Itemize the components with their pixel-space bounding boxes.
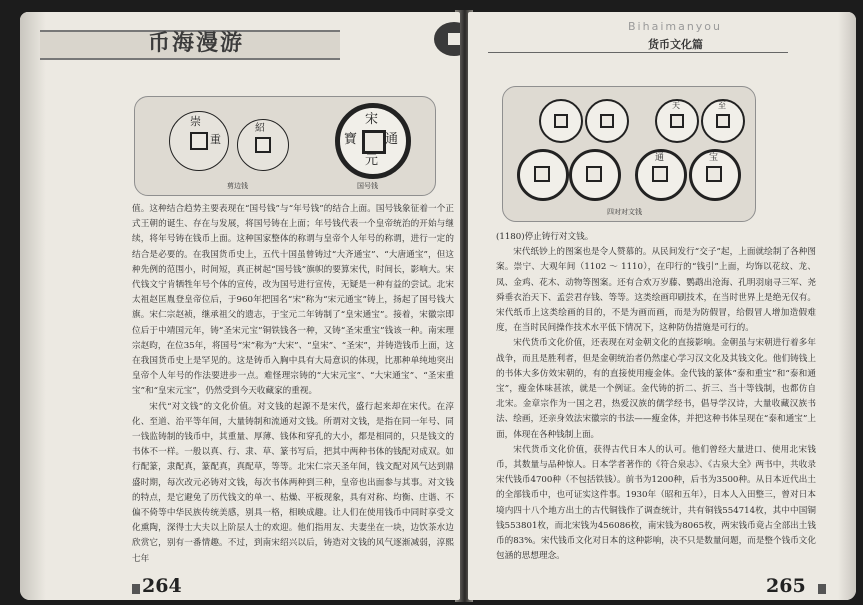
pair-coin (655, 99, 699, 143)
coin-char-left: 寶 (344, 132, 358, 147)
paragraph: 宋代纸钞上的图案也是令人赞慕的。从民间发行“交子”起，上面就绘制了各种图案。崇宁、大观年间（1102 ～ 1110），在印行的“钱引”上面，均饰以花纹、龙、凤、金鸡、花木、动物等图案。还有合欢万岁藤、鹦鹉出沧海、孔明羽扇寻三军、尧舜垂衣治天下、孟尝君存钱、等等。这类绘画印刷技术，在当时世界上是绝无仅有。宋代纸币上这类绘画的目的，不是为画而画，而是为防假冒，给假冒人增加造假难度，在当时民间操作技术水平低下情况下，这种防伪措施是可行的。 (496, 247, 816, 334)
pair-coin (585, 99, 629, 143)
figure-coins-right (502, 86, 756, 222)
coin-char-bottom: 元 (365, 153, 379, 168)
coin-char: 宝 (709, 153, 719, 163)
left-page (20, 12, 460, 600)
figure-coins-left (134, 96, 436, 196)
pair-coin (539, 99, 583, 143)
book-title: 币海漫游 (148, 30, 245, 56)
right-page (468, 12, 856, 600)
paragraph: 值。这种结合趋势主要表现在“国号钱”与“年号钱”的结合上面。国号钱象征着一个正式王朝的诞生、存在与发展，将国号铸在上面；年号钱代表一个皇帝统治的开始与继续，将年号铸在钱币上面。这种国家整体的称谓与皇帝个人年号的称谓，进行一定的结合是必要的。在我国货币史上，五代十国虽曾铸过“大齐通宝”、“大唐通宝”，但这种先例的范围小，时间短，真正树起“国号钱”旗帜的要算宋代，时间长，影响大。宋代钱文宁肯牺牲年号个体的宣传，改为国号进行宣传，无疑是一种有益的尝试。北宋太祖赵匡胤登皇帝位后，于960年把国名“宋”称为“宋元通宝”铸上，扬起了国号钱大旗。宋仁宗赵祯，继承祖父的遗志，于宝元二年铸制了“皇宋通宝”。接着，宋徽宗即位后于中靖国元年，铸“圣宋元宝”铜铁钱各一种，又铸“圣宋重宝”钱该一种。南宋理宗赵昀，在位35年，将国号“宋”称为“大宋”、“皇宋”、“圣宋”，并铸造钱币上面，这在我国货币史上是罕见的。这是铸币入胸中具有大局意识的体现，比那种单纯地突出皇帝个人年号的作法要进步一点。难怪理宗铸的“大宋元宝”、“大宋通宝”、“圣宋重宝”和“皇宋元宝”，仍然受到今天收藏家的重视。 (132, 204, 454, 397)
page-edge (20, 12, 46, 600)
coin-char-right: 通 (385, 132, 399, 147)
figure-caption-2: 国号钱 (357, 182, 378, 190)
coin-char: 至 (718, 101, 726, 110)
right-header (468, 18, 856, 62)
national-coin (335, 103, 411, 179)
figure-caption-1: 剪边钱 (227, 182, 248, 190)
figure-caption: 四对对文钱 (607, 208, 642, 216)
coin-ornament-icon (434, 22, 460, 56)
right-body-text (496, 230, 816, 564)
pair-coin (569, 149, 621, 201)
left-header (40, 20, 460, 60)
header-rule (488, 52, 788, 53)
paragraph: 宋代货币文化价值，还表现在对金朝文化的直接影响。金朝虽与宋朝进行着多年战争，而且是胜利者，但是金朝统治者仍然虚心学习汉文化及其钱文化。他们铸钱上的书体大多仿效宋朝的，有的直接使用瘦金体。金代钱的篆体“泰和重宝”和“泰和通宝”，瘦金体味甚浓，就是一个例证。金代铸的折二、折三、当十等钱制，也都仿自北宋。金章宗作为一国之君，热爱汉族的儒学经书，倡导学汉诗，大量收藏汉族书法、绘画，还亲身效法宋徽宗的书法——瘦金体，并把这种书体呈现在“泰和通宝”上面，体现在各种钱制上面。 (496, 338, 816, 440)
clipped-coin-2: 紹 (237, 119, 289, 171)
clipped-coin: 崇 重 (169, 111, 229, 171)
coin-char-top: 宋 (365, 112, 379, 127)
paragraph: (1180)停止铸行对文钱。 (496, 232, 594, 242)
pair-coin (689, 149, 741, 201)
page-number-bar (818, 584, 826, 594)
pair-coin (517, 149, 569, 201)
coin-char: 通 (655, 153, 665, 163)
pair-coin (701, 99, 745, 143)
header-brand: Bihaimanyou (628, 20, 723, 33)
section-title: 货币文化篇 (648, 38, 703, 51)
coin-char: 天 (672, 101, 680, 110)
page-edge (838, 12, 856, 600)
page-number-left: 264 (142, 575, 182, 597)
paragraph: 宋代货币文化价值，获得古代日本人的认可。他们曾经大量进口、使用北宋钱币，其数量与品种惊人。日本学者著作的《符合泉志》、《古泉大全》两书中，共收录宋代钱币4700种（不包括铁钱）。前书为1200种，后书为3500种。从日本近代出土的全部钱币中，也可证实这件事。1930年（昭和五年），日本人入田整三，曾对日本境内四十八个地方出土的古代铜钱作了调查统计，共有铜钱554714枚，其中中国铜钱553801枚，而北宋钱为456086枚，南宋钱为8065枚，两宋钱币竟占全部出土钱币的83%。宋代钱币文化对日本的这种影响，决不只是数量问题，而是整个钱币文化包涵的思想理念。 (496, 444, 816, 562)
page-number-bar (132, 584, 140, 594)
pair-coin (635, 149, 687, 201)
paragraph: 宋代“对文钱”的文化价值。对文钱的起源不是宋代，盛行起来却在宋代。在淳化、至道、治平等年间，大量铸制和流通对文钱。所谓对文钱，是指在同一年号、同一钱监铸制的钱币中，其重量、厚薄、钱体和穿孔的大小，都是相同的，只是钱文的书体不一样。一般以真、行、隶、草、篆书写后，把其中两种书体的钱配对成双。如行配篆，隶配真，篆配真，真配草，等等。北宋仁宗天圣年间，钱文配对风气达到鼎盛时期，每次改元必铸对文钱，每次书体两种到三种，皇帝也出面参与其事。对文钱的特点，是它避免了历代钱文的单一、枯燥、平板现象，具有对称、均衡、庄谐、不偏不倚等中华民族传统美感，别具一格，相映成趣。让人们在使用钱币中同时享受文化熏陶，深得士大夫以上阶层人士的欢迎。他们指用友、夫妻坐在一块，边饮茶水边欣赏它，别有一番情趣。不过，到南宋绍兴以后，铸造对文钱的风气逐渐减弱，淳熙七年 (132, 401, 454, 564)
left-body-text (132, 202, 454, 567)
page-number-right: 265 (766, 575, 806, 597)
